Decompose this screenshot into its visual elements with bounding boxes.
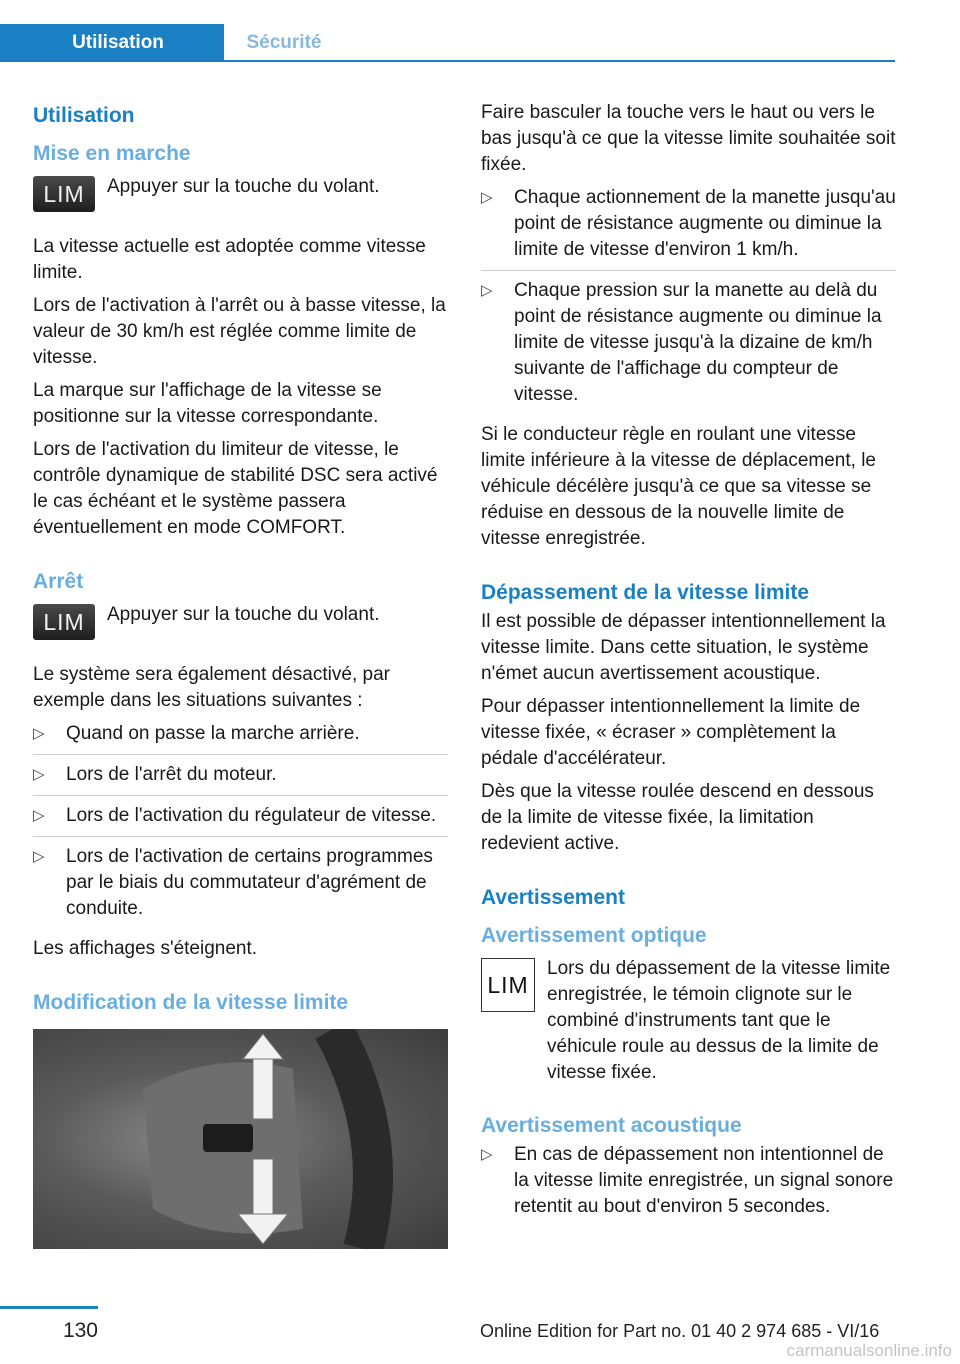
watermark: carmanualsonline.info [786,1341,952,1360]
paragraph: Dès que la vitesse roulée descend en dessous de la limite de vitesse fixée, la limitation redevient active. [481,781,874,854]
heading-avertissement: Avertissement [481,886,625,909]
paragraph: Si le conducteur règle en roulant une vitesse limite inférieure à la vitesse de déplacement, le véhicule décélère jusqu'à ce que sa vitesse se réduise en dessous de la nouvelle limite de vitesse enregistrée. [481,424,876,549]
tab-securite[interactable]: Sécurité [246,32,322,53]
lim-button-icon: LIM [33,176,95,212]
list-item: ▷ Lors de l'arrêt du moteur. [33,762,448,796]
list-item: ▷ Quand on passe la marche arrière. [33,721,448,755]
section-title-utilisation: Utilisation [33,104,135,127]
list-item: ▷ Lors de l'activation de certains programmes par le biais du commutateur d'agrément de conduite. [33,846,433,919]
page-header [0,24,895,62]
lim-button-icon: LIM [33,604,95,640]
list-item: ▷ Chaque actionnement de la manette jusqu'au point de résistance augmente ou diminue la limite de vitesse d'environ 1 km/h. [481,185,896,271]
right-column [481,100,896,1234]
optique-text: Lors du dépassement de la vitesse limite enregistrée, le témoin clignote sur le combiné d'instruments tant que le véhicule roule au dessus de la limite de vitesse fixée. [547,958,891,1083]
list-item: ▷ Chaque pression sur la manette au delà du point de résistance augmente ou diminue la limite de vitesse jusqu'à la dizaine de km/h suivante de l'affichage du compteur de vitesse. [481,280,882,405]
lim-stop-text: Appuyer sur la touche du volant. [107,604,380,625]
list-item: ▷ En cas de dépassement non intentionnel de la vitesse limite enregistrée, un signal sonore retentit au bout d'environ 5 secondes. [481,1144,894,1217]
page-number: 130 [62,1319,98,1342]
list-item: ▷ Lors de l'activation du régulateur de vitesse. [33,803,448,837]
paragraph: La vitesse actuelle est adoptée comme vitesse limite. [33,236,426,283]
lim-button-row-stop [33,598,448,656]
paragraph: Pour dépasser intentionnellement la limite de vitesse fixée, « écraser » complètement la pédale d'accélérateur. [481,696,861,769]
heading-modification: Modification de la vitesse limite [33,991,349,1014]
footer-divider [0,1306,98,1309]
paragraph: La marque sur l'affichage de la vitesse se positionne sur la vitesse correspondante. [33,380,382,427]
paragraph: Les affichages s'éteignent. [33,938,258,959]
paragraph: Lors de l'activation à l'arrêt ou à basse vitesse, la valeur de 30 km/h est réglée comme limite de vitesse. [33,295,446,368]
triangle-bullet-icon: ▷ [33,766,45,783]
lim-warning-lamp-icon: LIM [481,958,535,1012]
paragraph: Faire basculer la touche vers le haut ou vers le bas jusqu'à ce que la vitesse limite souhaitée soit fixée. [481,102,896,175]
triangle-bullet-icon: ▷ [33,725,45,742]
acoustic-list [481,1142,896,1227]
triangle-bullet-icon: ▷ [481,189,493,206]
deactivation-list [33,721,448,929]
left-column [33,100,448,1249]
heading-depassement: Dépassement de la vitesse limite [481,581,809,604]
tab-utilisation[interactable]: Utilisation [0,24,224,62]
paragraph: Il est possible de dépasser intentionnellement la vitesse limite. Dans cette situation, le système n'émet aucun avertissement acoustique. [481,611,886,684]
triangle-bullet-icon: ▷ [33,807,45,824]
steering-wheel-switch-illustration [33,1029,448,1249]
paragraph: Lors de l'activation du limiteur de vitesse, le contrôle dynamique de stabilité DSC sera activé le cas échéant et le système passera éventuellement en mode COMFORT. [33,439,438,538]
heading-mise-en-marche: Mise en marche [33,142,191,165]
edition-note: Online Edition for Part no. 01 40 2 974 685 - VI/16 [480,1321,880,1341]
triangle-bullet-icon: ▷ [481,1146,493,1163]
steering-wheel-photo [33,1029,448,1249]
lim-button-row-start [33,170,448,228]
triangle-bullet-icon: ▷ [481,282,493,299]
paragraph: Le système sera également désactivé, par exemple dans les situations suivantes : [33,664,390,711]
triangle-bullet-icon: ▷ [33,848,45,865]
adjust-list [481,185,896,415]
lim-lamp-row [481,952,896,1086]
heading-arret: Arrêt [33,570,84,593]
heading-avertissement-optique: Avertissement optique [481,924,707,947]
heading-avertissement-acoustique: Avertissement acoustique [481,1114,742,1137]
lim-start-text: Appuyer sur la touche du volant. [107,176,380,197]
